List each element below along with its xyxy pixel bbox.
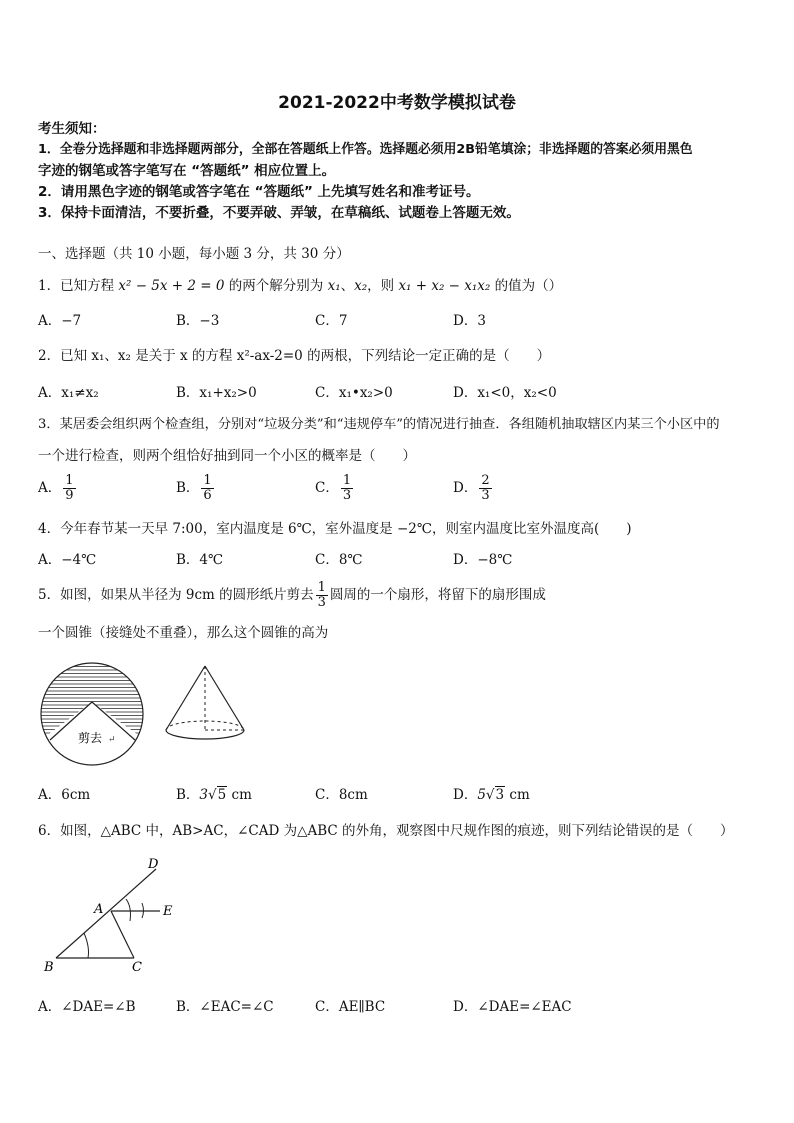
q1-mid1: 的两个解分别为 <box>224 278 328 294</box>
q5-option-b-label: B． <box>176 787 200 803</box>
notice-item-1: 1．全卷分选择题和非选择题两部分，全部在答题纸上作答。选择题必须用2B铅笔填涂；非选择题的答案必须用黑色 <box>38 142 693 157</box>
ray-bd <box>56 869 156 958</box>
q3-option-d[interactable] <box>453 474 494 503</box>
q6-option-d[interactable]: D．∠DAE=∠EAC <box>453 999 572 1015</box>
q5-option-b-unit: cm <box>227 787 252 803</box>
q2-option-b[interactable]: B．x₁+x₂>0 <box>176 385 257 401</box>
fraction-denominator: 3 <box>481 488 490 503</box>
q3-option-c-fraction <box>341 474 353 503</box>
q6-option-b[interactable]: B．∠EAC=∠C <box>176 999 274 1015</box>
q6-option-a[interactable]: A．∠DAE=∠B <box>38 999 136 1015</box>
q5-option-d[interactable] <box>453 786 530 804</box>
q1-prefix: 1．已知方程 <box>38 278 119 294</box>
q5-fraction <box>316 581 328 610</box>
fraction-numerator: 1 <box>65 473 74 488</box>
q3-option-a-fraction <box>63 474 75 503</box>
page-title: 2021-2022中考数学模拟试卷 <box>278 93 516 113</box>
q4-option-b[interactable]: B．4℃ <box>176 552 224 568</box>
q3-option-d-label: D． <box>453 480 478 496</box>
notice-item-2: 2．请用黑色字迹的钢笔或答字笔在 “答题纸” 上先填写姓名和准考证号。 <box>38 184 480 200</box>
q3-option-c[interactable] <box>315 474 355 503</box>
question-3-line-1: 3．某居委会组织两个检查组，分别对“垃圾分类”和“违规停车”的情况进行抽查．各组随机抽取辖区内某三个小区中的 <box>38 417 720 432</box>
question-1 <box>38 277 562 295</box>
section-heading: 一、选择题（共 10 小题，每小题 3 分，共 30 分） <box>38 246 350 262</box>
cut-label: 剪去 <box>78 731 103 745</box>
q5-option-a[interactable]: A．6cm <box>38 787 91 803</box>
q1-mid2: ，则 <box>367 278 399 294</box>
q3-option-d-fraction <box>479 474 491 503</box>
q1-sep: 、 <box>340 278 355 294</box>
q5-prefix: 5．如图，如果从半径为 9cm 的圆形纸片剪去 <box>38 587 314 603</box>
q1-option-d[interactable]: D．3 <box>453 313 486 329</box>
q3-option-c-label: C． <box>315 480 339 496</box>
q6-option-c[interactable]: C．AE∥BC <box>315 999 386 1015</box>
q5-option-d-label: D． <box>453 787 478 803</box>
question-5-line-1 <box>38 581 546 610</box>
q3-option-a[interactable] <box>38 474 78 503</box>
q1-x2: x₂ <box>354 278 368 294</box>
q3-option-b-label: B． <box>176 480 200 496</box>
q5-option-c[interactable]: C．8cm <box>315 787 368 803</box>
notice-item-1-cont: 字迹的钢笔或答字笔写在 “答题纸” 相应位置上。 <box>38 163 336 179</box>
fraction-denominator: 9 <box>65 488 74 503</box>
q2-option-a[interactable]: A．x₁≠x₂ <box>38 385 99 401</box>
q1-x1: x₁ <box>327 278 341 294</box>
q1-expression: x₁ + x₂ − x₁x₂ <box>398 278 491 294</box>
point-c-label: C <box>132 960 142 975</box>
fraction-numerator: 1 <box>342 473 352 488</box>
question-5-line-2: 一个圆锥（接缝处不重叠），那么这个圆锥的高为 <box>38 625 329 641</box>
q5-option-b-coef: 3 <box>199 787 209 803</box>
q5-option-d-coef: 5 <box>477 787 486 803</box>
q5-circle-figure <box>38 660 148 770</box>
arc-at-a <box>126 899 131 921</box>
question-3-line-2: 一个进行检查，则两个组恰好抽到同一个小区的概率是（ ） <box>38 448 416 464</box>
fraction-numerator: 2 <box>481 473 490 488</box>
point-d-label: D <box>148 857 159 872</box>
q2-option-d[interactable]: D．x₁<0，x₂<0 <box>453 385 557 401</box>
notice-item-3: 3．保持卡面清洁，不要折叠，不要弄破、弄皱，在草稿纸、试题卷上答题无效。 <box>38 205 520 221</box>
q4-option-a[interactable]: A．−4℃ <box>38 552 97 568</box>
fraction-denominator: 6 <box>203 488 212 503</box>
notice-heading: 考生须知： <box>38 121 106 137</box>
q3-option-b-fraction <box>201 474 213 503</box>
q5-option-b[interactable] <box>176 786 252 804</box>
return-mark-icon: ↵ <box>108 735 116 745</box>
q2-option-c[interactable]: C．x₁•x₂>0 <box>315 385 393 401</box>
question-4: 4．今年春节某一天早 7:00，室内温度是 6℃，室外温度是 −2℃，则室内温度比室外温度高( ) <box>38 521 632 537</box>
q4-option-d[interactable]: D．−8℃ <box>453 552 513 568</box>
q5-cone-figure <box>160 660 250 745</box>
q5-option-d-unit: cm <box>505 787 530 803</box>
fraction-denominator: 3 <box>317 595 326 610</box>
q1-option-a[interactable]: A．−7 <box>38 313 82 329</box>
cone-right-edge <box>205 666 244 730</box>
sqrt-symbol: √5 <box>208 787 227 803</box>
point-e-label: E <box>163 904 173 919</box>
fraction-numerator: 1 <box>317 580 326 595</box>
q1-option-b[interactable]: B．−3 <box>176 313 220 329</box>
q1-equation: x² − 5x + 2 = 0 <box>118 278 225 294</box>
question-6: 6．如图，△ABC 中，AB>AC，∠CAD 为△ABC 的外角，观察图中尺规作图的痕迹，则下列结论错误的是（ ） <box>38 823 734 839</box>
q5-suffix: 圆周的一个扇形，将留下的扇形围成 <box>329 587 546 603</box>
q1-suffix: 的值为（） <box>490 278 563 294</box>
arc-at-b <box>84 933 89 958</box>
sqrt-radicand: 3 <box>495 787 505 803</box>
cone-base-front <box>166 730 244 739</box>
q1-option-c[interactable]: C．7 <box>315 313 348 329</box>
question-2: 2．已知 x₁、x₂ 是关于 x 的方程 x²-ax-2=0 的两根，下列结论一定正确的是（ ） <box>38 348 551 364</box>
sqrt-symbol: √3 <box>485 787 505 803</box>
q3-option-a-label: A． <box>38 480 62 496</box>
sqrt-radicand: 5 <box>217 787 227 803</box>
q6-triangle-figure <box>38 855 188 980</box>
fraction-numerator: 1 <box>203 473 212 488</box>
cone-left-edge <box>166 666 205 730</box>
point-a-label: A <box>94 902 104 917</box>
point-b-label: B <box>44 960 54 975</box>
fraction-denominator: 3 <box>342 488 352 503</box>
q3-option-b[interactable] <box>176 474 216 503</box>
q4-option-c[interactable]: C．8℃ <box>315 552 363 568</box>
